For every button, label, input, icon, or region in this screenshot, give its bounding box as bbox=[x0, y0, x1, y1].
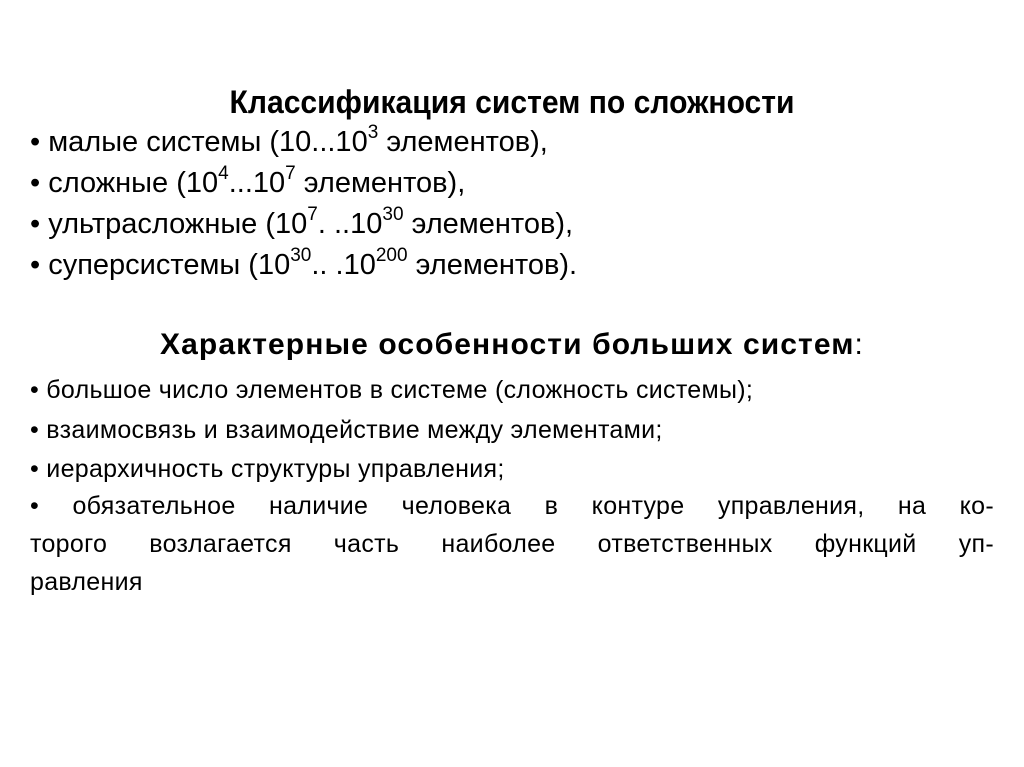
list-item-ultracomplex-systems bbox=[30, 204, 574, 240]
list-item-complex-systems bbox=[30, 163, 466, 199]
list-item-human-in-loop-line2: торого возлагается часть наиболее ответственных функций уп- bbox=[30, 530, 994, 558]
item-text: .. .10 bbox=[311, 249, 376, 281]
exponent: 7 bbox=[307, 204, 318, 226]
classification-heading: Классификация систем по сложности bbox=[229, 84, 795, 120]
item-text: • суперсистемы (10 bbox=[30, 249, 291, 281]
list-item-human-in-loop-line3: равления bbox=[30, 568, 143, 596]
exponent: 3 bbox=[367, 122, 379, 144]
exponent: 30 bbox=[382, 204, 404, 226]
exponent: 30 bbox=[290, 245, 312, 267]
exponent: 7 bbox=[285, 163, 296, 185]
list-item-supersystems bbox=[30, 245, 578, 281]
list-item-hierarchy: • иерархичность структуры управления; bbox=[30, 455, 505, 483]
list-item-element-count: • большое число элементов в системе (сложность системы); bbox=[30, 376, 754, 404]
exponent: 4 bbox=[218, 163, 229, 185]
item-text: • малые системы (10...10 bbox=[30, 126, 368, 158]
exponent: 200 bbox=[375, 245, 408, 267]
list-item-small-systems bbox=[30, 122, 548, 158]
list-item-human-in-loop-line1: • обязательное наличие человека в контуре управления, на ко- bbox=[30, 492, 994, 520]
heading-colon: : bbox=[854, 328, 864, 361]
item-text: • сложные (10 bbox=[30, 167, 219, 199]
item-text: элементов), bbox=[403, 208, 574, 240]
item-text: элементов). bbox=[407, 249, 578, 281]
item-text: . ..10 bbox=[317, 208, 383, 240]
list-item-interconnection: • взаимосвязь и взаимодействие между элементами; bbox=[30, 416, 663, 444]
item-text: элементов), bbox=[295, 167, 466, 199]
item-text: элементов), bbox=[378, 126, 548, 158]
features-heading-text: Характерные особенности больших систем bbox=[160, 328, 855, 361]
item-text: ...10 bbox=[228, 167, 286, 199]
item-text: • ультрасложные (10 bbox=[30, 208, 308, 240]
features-heading bbox=[0, 330, 1024, 360]
